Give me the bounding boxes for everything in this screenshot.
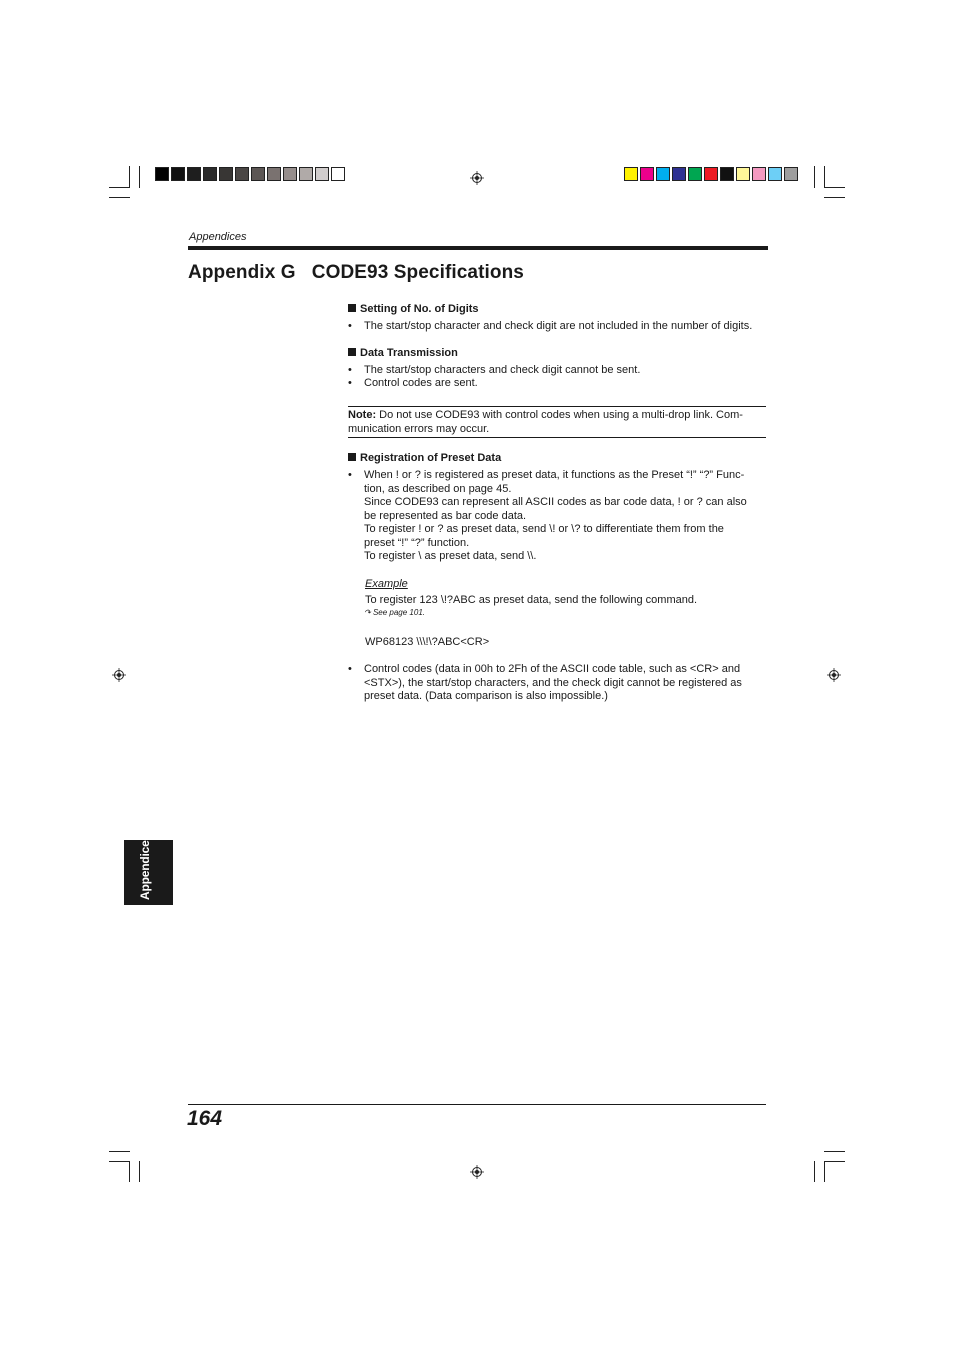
square-bullet-icon [348, 304, 356, 312]
color-swatch [688, 167, 702, 181]
crop-mark [109, 1161, 130, 1162]
list-item: Control codes are sent. [364, 377, 478, 389]
bullet-icon: • [348, 663, 352, 675]
list-item: When ! or ? is registered as preset data, it functions as the Preset “!” “?” Func- tion, as described on page 45. Since CODE93 can represent all ASCII codes as bar code data, ! or ? can also be represented as bar code data. To register ! or ? as preset data, send \! or \? to differentiate them from the preset “!” “?” function. To register \ as preset data, send \\. [364, 469, 747, 562]
color-swatch [331, 167, 345, 181]
color-swatch [624, 167, 638, 181]
color-swatch [203, 167, 217, 181]
page-title: Appendix G CODE93 Specifications [188, 262, 524, 283]
crop-mark [824, 197, 845, 198]
running-head: Appendices [189, 231, 247, 243]
page-number: 164 [187, 1107, 223, 1130]
bullet-icon: • [348, 364, 352, 376]
color-swatch [267, 167, 281, 181]
color-swatch [768, 167, 782, 181]
registration-mark-icon [470, 171, 484, 185]
color-swatch [752, 167, 766, 181]
command-example: WP68123 \\\!\?ABC<CR> [365, 636, 490, 648]
square-bullet-icon [348, 348, 356, 356]
list-item: The start/stop character and check digit are not included in the number of digits. [364, 320, 753, 332]
color-swatch [251, 167, 265, 181]
section-heading-transmission: Data Transmission [348, 347, 458, 359]
crop-mark [824, 187, 845, 188]
crop-mark [824, 1151, 845, 1152]
color-swatch [235, 167, 249, 181]
color-swatch [171, 167, 185, 181]
cross-reference: ↷ See page 101. [364, 608, 425, 617]
color-swatch [720, 167, 734, 181]
crop-mark [109, 197, 130, 198]
color-swatch [784, 167, 798, 181]
registration-mark-icon [112, 668, 126, 682]
crop-mark [824, 1161, 825, 1182]
list-item: The start/stop characters and check digit cannot be sent. [364, 364, 641, 376]
color-swatch [283, 167, 297, 181]
color-swatch [656, 167, 670, 181]
arrow-ref-icon: ↷ [364, 608, 371, 617]
color-swatch [299, 167, 313, 181]
note-label: Note: [348, 409, 377, 421]
color-swatch [672, 167, 686, 181]
bullet-icon: • [348, 320, 352, 332]
color-swatch [315, 167, 329, 181]
note-text: munication errors may occur. [348, 423, 490, 435]
section-heading-preset: Registration of Preset Data [348, 452, 501, 464]
crop-mark [139, 166, 140, 188]
color-swatch [640, 167, 654, 181]
side-tab [124, 833, 173, 905]
crop-mark [824, 166, 825, 188]
bullet-icon: • [348, 469, 352, 481]
crop-mark [139, 1161, 140, 1182]
registration-mark-icon [827, 668, 841, 682]
square-bullet-icon [348, 453, 356, 461]
note-box [348, 406, 766, 438]
color-swatch [155, 167, 169, 181]
color-swatch [736, 167, 750, 181]
note-text: Do not use CODE93 with control codes when using a multi-drop link. Com- [376, 409, 743, 421]
crop-mark [129, 166, 130, 188]
crop-mark [109, 187, 130, 188]
crop-mark [824, 1161, 845, 1162]
crop-mark [109, 1151, 130, 1152]
bullet-icon: • [348, 377, 352, 389]
color-swatch [187, 167, 201, 181]
example-text: To register 123 \!?ABC as preset data, send the following command. [365, 594, 698, 606]
example-label: Example [365, 578, 408, 590]
list-item: Control codes (data in 00h to 2Fh of the ASCII code table, such as <CR> and <STX>), the start/stop characters, and the check digit cannot be registered as preset data. (Data comparison is also impossible.) [364, 663, 742, 702]
header-rule [188, 246, 768, 250]
registration-mark-icon [470, 1165, 484, 1179]
footer-rule [188, 1104, 766, 1105]
crop-mark [814, 166, 815, 188]
crop-mark [129, 1161, 130, 1182]
crop-mark [814, 1161, 815, 1182]
side-tab-label: Appendices [138, 833, 152, 900]
color-swatch [219, 167, 233, 181]
section-heading-digits: Setting of No. of Digits [348, 303, 479, 315]
color-swatch [704, 167, 718, 181]
